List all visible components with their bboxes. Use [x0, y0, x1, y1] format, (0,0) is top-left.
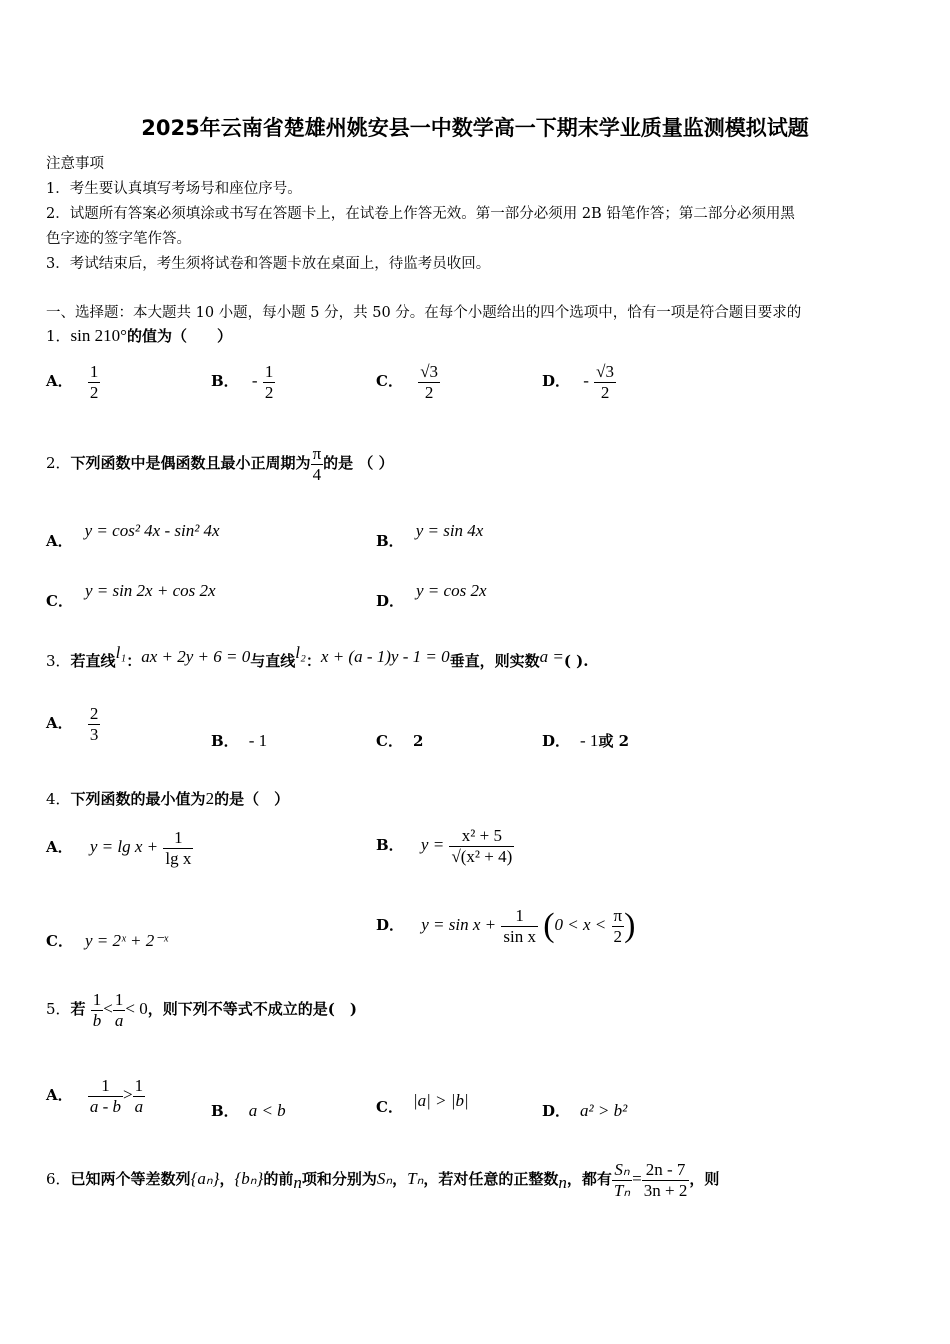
option-c: [46, 930, 168, 951]
option-label: B．: [376, 532, 404, 550]
question-number: 6．: [46, 1170, 71, 1189]
math-var: n: [558, 1173, 567, 1193]
numerator: 2n - 7: [642, 1160, 690, 1181]
question-text: 的前: [263, 1170, 294, 1189]
numerator: 1: [89, 362, 99, 381]
math-var: a =: [539, 647, 564, 666]
option-label: A．: [46, 838, 73, 857]
question-text: ，都有: [566, 1170, 612, 1189]
math-expr: y = sin x +: [421, 915, 497, 935]
denominator: a: [114, 1010, 124, 1030]
option-b: [211, 362, 275, 402]
question-1: [46, 325, 232, 346]
minus-sign: -: [583, 371, 589, 391]
denominator: 3n + 2: [643, 1180, 688, 1200]
math-expr: 0 < x <: [554, 915, 607, 935]
question-text: 垂直，则实数: [449, 652, 540, 670]
question-4: [46, 788, 289, 809]
math-symbol: >: [123, 1085, 133, 1105]
math-expr: {aₙ}: [190, 1169, 220, 1189]
numerator: 1: [88, 1076, 123, 1097]
math-expr: a² > b²: [580, 1101, 628, 1120]
question-text: ，则: [689, 1170, 720, 1189]
question-number: 1．: [46, 327, 71, 345]
question-number: 3．: [46, 652, 71, 670]
math-expr: y = cos 2x: [416, 581, 487, 600]
option-label: C．: [376, 1098, 403, 1116]
math-expr: x + (a - 1)y - 1 = 0: [320, 647, 450, 666]
page-title: 2025年云南省楚雄州姚安县一中数学高一下期末学业质量监测模拟试题: [141, 116, 809, 140]
paren-close: ): [624, 907, 636, 945]
numerator: 1: [264, 362, 274, 381]
numerator: 1: [501, 906, 538, 927]
denominator: lg x: [165, 848, 192, 868]
denominator: 2: [89, 382, 99, 402]
math-symbol: <: [103, 999, 113, 1019]
denominator: √(x² + 4): [451, 846, 513, 866]
math-var: n: [293, 1173, 302, 1193]
denominator: 2: [264, 382, 274, 402]
option-label: B．: [376, 836, 404, 855]
option-a: [46, 521, 220, 551]
option-a: [46, 362, 100, 402]
option-a: [46, 828, 193, 868]
notice-heading: 注意事项: [46, 156, 104, 172]
question-text: ：: [305, 652, 321, 670]
option-label: B．: [211, 732, 239, 750]
option-label: C．: [46, 592, 73, 610]
section-heading: 一、选择题：本大题共 10 小题，每小题 5 分，共 50 分。在每个小题给出的四个选项中，恰有一项是符合题目要求的: [46, 305, 802, 321]
denominator: 2: [613, 926, 623, 946]
math-expr: ax + 2y + 6 = 0: [141, 647, 251, 666]
math-var: l₁: [115, 643, 127, 662]
option-c: [376, 1091, 469, 1117]
option-value: 2: [412, 732, 424, 750]
question-5: [46, 990, 357, 1030]
option-b: [376, 521, 484, 551]
question-text: 若直线: [70, 652, 116, 670]
question-text: 已知两个等差数列: [70, 1170, 191, 1189]
math-expr: y = 2ˣ + 2⁻ˣ: [84, 931, 169, 950]
numerator: √3: [596, 362, 614, 381]
question-text: 下列函数的最小值为: [70, 790, 206, 808]
math-value: 2: [205, 789, 215, 808]
math-expr: {bₙ}: [234, 1169, 264, 1189]
question-number: 5．: [46, 1000, 71, 1019]
denominator: 2: [600, 382, 610, 402]
math-symbol: =: [632, 1169, 642, 1189]
option-d: [376, 581, 487, 611]
denominator: a: [134, 1096, 144, 1116]
math-expr: - 1: [580, 731, 599, 750]
math-expr: y = lg x +: [89, 837, 159, 857]
option-label: C．: [376, 372, 403, 391]
math-expr: a < b: [248, 1101, 286, 1120]
option-c: [376, 362, 440, 402]
option-c: [376, 730, 423, 751]
denominator: b: [92, 1010, 102, 1030]
option-d: [542, 1100, 627, 1121]
math-expr: y =: [420, 835, 445, 855]
math-expr: - 1: [248, 731, 268, 750]
math-expr: |a| > |b|: [412, 1091, 469, 1110]
option-c: [46, 581, 216, 611]
option-label: D．: [542, 372, 571, 391]
question-number: 4．: [46, 790, 71, 808]
question-number: 2．: [46, 454, 71, 473]
option-a: [46, 1076, 145, 1116]
numerator: 1: [114, 990, 124, 1009]
option-label: B．: [211, 372, 239, 391]
paren-open: (: [543, 907, 555, 945]
numerator: 1: [163, 828, 193, 849]
math-expr: < 0: [125, 999, 148, 1019]
question-text: 项和分别为: [301, 1170, 377, 1189]
numerator: 1: [92, 990, 102, 1009]
question-text: 与直线: [250, 652, 296, 670]
numerator: 2: [89, 704, 99, 723]
math-expr: y = sin 2x + cos 2x: [84, 581, 216, 600]
math-expr: sin 210°: [70, 326, 127, 345]
option-d: [542, 730, 629, 751]
notice-item: 2．试题所有答案必须填涂或书写在答题卡上，在试卷上作答无效。第一部分必须用 2B 铅笔作答；第二部分必须用黑: [46, 206, 795, 222]
option-label: D．: [542, 732, 571, 750]
option-label: D．: [376, 916, 405, 935]
numerator: π: [312, 444, 322, 463]
question-6: [46, 1160, 719, 1200]
numerator: x² + 5: [449, 826, 514, 847]
option-label: A．: [46, 1086, 73, 1105]
numerator: √3: [420, 362, 439, 381]
question-text: ，若对任意的正整数: [423, 1170, 559, 1189]
denominator: a - b: [89, 1096, 122, 1116]
option-b: [211, 730, 267, 751]
question-text: ，则下列不等式不成立的是( ): [147, 1000, 357, 1019]
question-text: 的值为（ ）: [126, 327, 232, 345]
math-var: l₂: [295, 643, 306, 662]
question-text: ( ).: [563, 652, 589, 670]
option-b: [211, 1100, 286, 1121]
numerator: Sₙ: [612, 1160, 632, 1181]
numerator: π: [613, 906, 623, 925]
option-label: B．: [211, 1102, 239, 1120]
option-a: [46, 704, 100, 744]
question-3: [46, 643, 589, 671]
denominator: sin x: [503, 926, 536, 946]
numerator: 1: [134, 1076, 144, 1095]
question-text: ，: [392, 1170, 408, 1189]
denominator: Tₙ: [613, 1180, 631, 1200]
denominator: 4: [312, 464, 322, 484]
math-expr: y = cos² 4x - sin² 4x: [84, 521, 220, 540]
option-label: D．: [376, 592, 405, 610]
math-var: Tₙ: [407, 1169, 424, 1189]
option-label: A．: [46, 532, 73, 550]
option-d: [376, 906, 635, 946]
question-2: [46, 444, 394, 484]
option-b: [376, 826, 514, 866]
option-label: D．: [542, 1102, 571, 1120]
question-text: ：: [126, 652, 142, 670]
notice-item: 3．考试结束后，考生须将试卷和答题卡放在桌面上，待监考员收回。: [46, 256, 491, 272]
option-label: A．: [46, 372, 73, 391]
math-var: Sₙ: [376, 1169, 393, 1189]
notice-item: 1．考生要认真填写考场号和座位序号。: [46, 181, 302, 197]
question-text: 下列函数中是偶函数且最小正周期为: [70, 454, 311, 473]
denominator: 2: [424, 382, 434, 402]
option-d: [542, 362, 616, 402]
option-value: 或 2: [598, 732, 630, 750]
question-text: ，: [219, 1170, 235, 1189]
question-text: 若: [70, 1000, 86, 1019]
question-text: 的是（ ）: [214, 790, 290, 808]
math-expr: y = sin 4x: [415, 521, 484, 540]
minus-sign: -: [251, 371, 258, 391]
option-label: C．: [46, 932, 73, 950]
question-text: 的是 （ ）: [323, 454, 394, 473]
notice-item: 色字迹的签字笔作答。: [46, 231, 191, 247]
option-label: C．: [376, 732, 403, 750]
option-label: A．: [46, 714, 73, 733]
denominator: 3: [89, 724, 99, 744]
